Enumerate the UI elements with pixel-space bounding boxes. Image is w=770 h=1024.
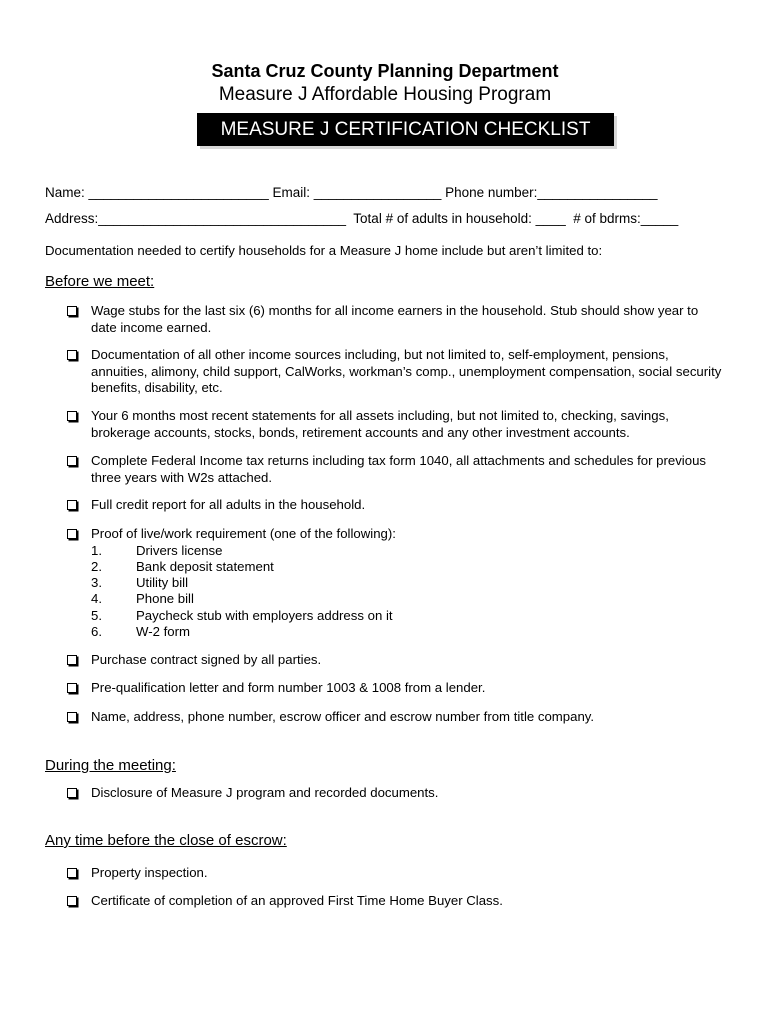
checkbox-icon bbox=[67, 683, 77, 693]
checkbox-icon bbox=[67, 456, 77, 466]
contact-fields-line: Name: ________________________ Email: _________________ Phone number:________________ bbox=[45, 185, 658, 200]
proof-options-list bbox=[91, 543, 727, 641]
checkbox-icon bbox=[67, 896, 77, 906]
checkbox-icon bbox=[67, 306, 77, 316]
intro-text: Documentation needed to certify households for a Measure J home include but aren’t limited to: bbox=[45, 243, 603, 258]
checklist-item: Property inspection. bbox=[67, 865, 727, 882]
checklist-item: Documentation of all other income sources including, but not limited to, self-employment, pensions, annuities, alimony, child support, CalWorks, workman’s comp., unemployment compensation, social security benefits, disability, etc. bbox=[67, 347, 727, 397]
checkbox-icon bbox=[67, 788, 77, 798]
program-title: Measure J Affordable Housing Program bbox=[218, 84, 552, 105]
checklist-item-proof: Proof of live/work requirement (one of the following): 1. Drivers license 2. Bank deposit statement 3. Utility bill 4. Phone bill 5. Paycheck stub with employers address on it 6. W-2 form bbox=[67, 526, 727, 640]
checkbox-icon bbox=[67, 868, 77, 878]
list-item: 5. Paycheck stub with employers address on it bbox=[91, 607, 393, 623]
section-heading-during: During the meeting: bbox=[45, 757, 176, 774]
household-fields-line: Address:_________________________________ Total # of adults in household: ____ # of bdrms:_____ bbox=[45, 211, 679, 226]
checkbox-icon bbox=[67, 655, 77, 665]
checklist-item: Disclosure of Measure J program and recorded documents. bbox=[67, 785, 727, 802]
checklist-item: Full credit report for all adults in the household. bbox=[67, 497, 727, 514]
checklist-item: Certificate of completion of an approved First Time Home Buyer Class. bbox=[67, 893, 727, 910]
checkbox-icon bbox=[67, 411, 77, 421]
section-heading-anytime: Any time before the close of escrow: bbox=[45, 832, 287, 849]
checklist-item: Name, address, phone number, escrow officer and escrow number from title company. bbox=[67, 709, 727, 726]
checklist-item: Your 6 months most recent statements for all assets including, but not limited to, checking, savings, brokerage accounts, stocks, bonds, retirement accounts and any other investment accounts. bbox=[67, 408, 727, 441]
list-item: 1. Drivers license bbox=[91, 542, 223, 558]
checkbox-icon bbox=[67, 500, 77, 510]
checklist-item: Wage stubs for the last six (6) months for all income earners in the household. Stub should show year to date income earned. bbox=[67, 303, 727, 336]
checklist-banner: MEASURE J CERTIFICATION CHECKLIST bbox=[197, 113, 614, 146]
list-item: 4. Phone bill bbox=[91, 591, 194, 607]
department-title: Santa Cruz County Planning Department bbox=[211, 61, 559, 81]
checkbox-icon bbox=[67, 529, 77, 539]
list-item: 2. Bank deposit statement bbox=[91, 558, 274, 574]
checklist-item: Complete Federal Income tax returns including tax form 1040, all attachments and schedules for previous three years with W2s attached. bbox=[67, 453, 727, 486]
section-heading-before: Before we meet: bbox=[45, 273, 155, 290]
list-item: 3. Utility bill bbox=[91, 575, 189, 591]
list-item: 6. W-2 form bbox=[91, 623, 190, 639]
checkbox-icon bbox=[67, 712, 77, 722]
checklist-item: Pre-qualification letter and form number 1003 & 1008 from a lender. bbox=[67, 680, 727, 697]
checkbox-icon bbox=[67, 350, 77, 360]
checklist-item: Purchase contract signed by all parties. bbox=[67, 652, 727, 669]
